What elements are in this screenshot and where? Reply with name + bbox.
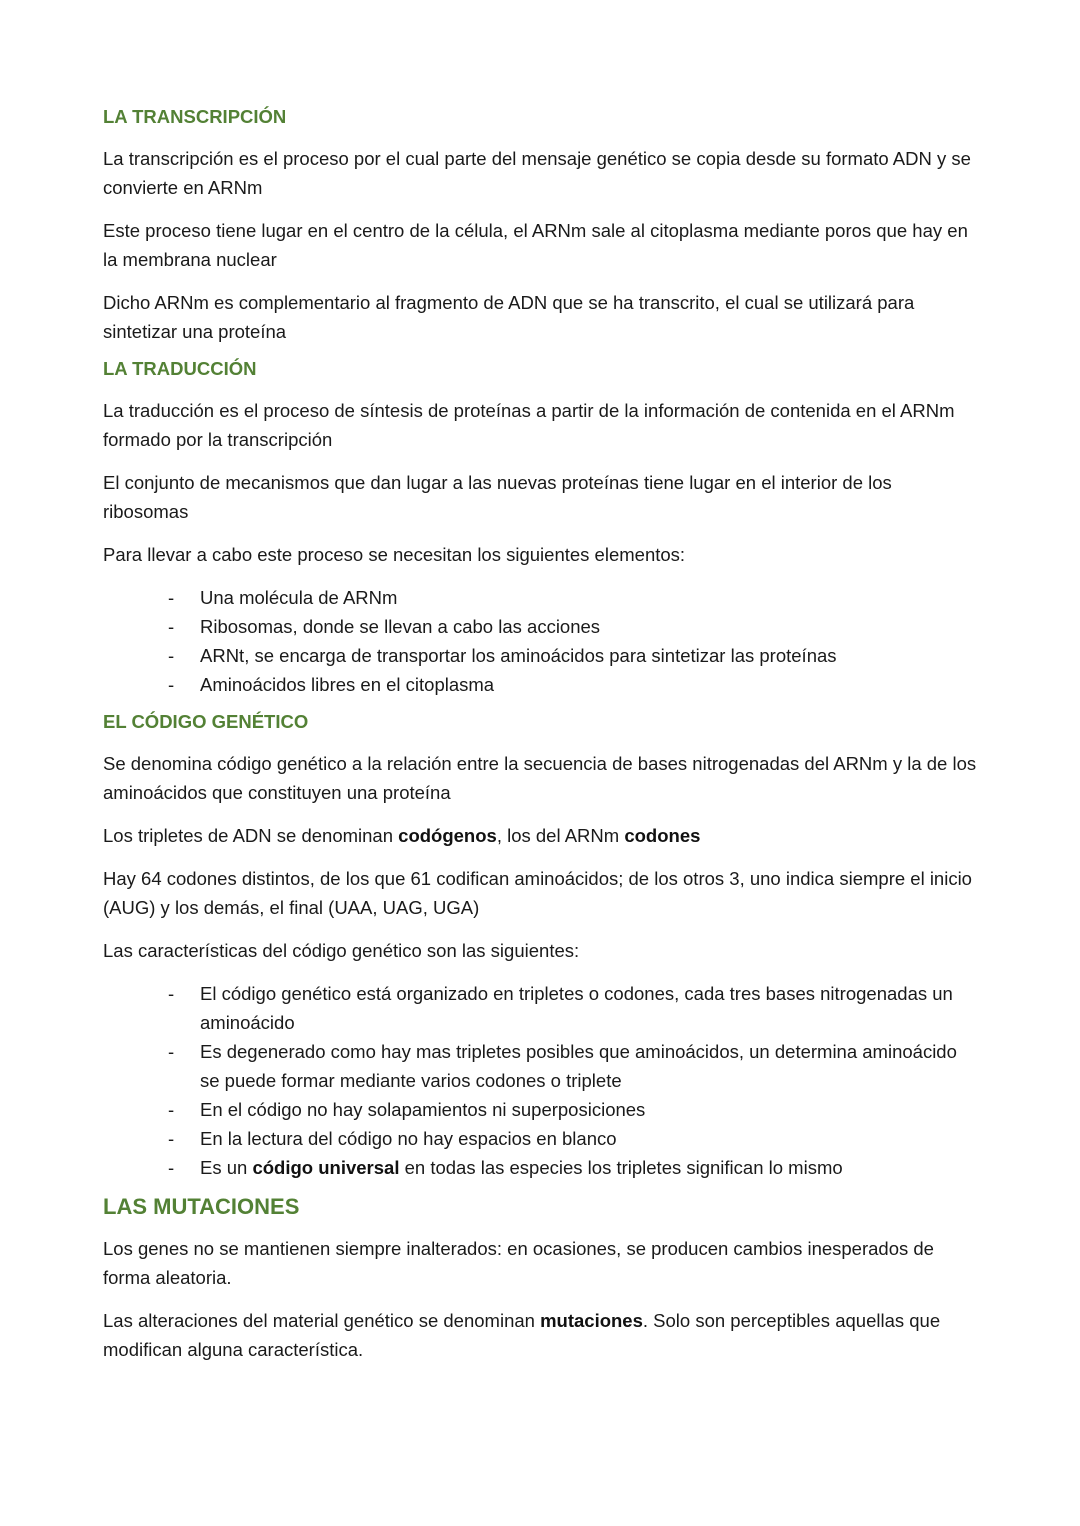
- dash-bullet: -: [168, 1099, 175, 1120]
- characteristics-list: [103, 979, 980, 1182]
- dash-bullet: -: [168, 645, 175, 666]
- list-item: - Es un código universal en todas las especies los tripletes significan lo mismo: [200, 1153, 980, 1182]
- paragraph: El conjunto de mecanismos que dan lugar a las nuevas proteínas tiene lugar en el interior de los ribosomas: [103, 472, 892, 522]
- paragraph: Las alteraciones del material genético se denominan mutaciones. Solo son perceptibles aquellas que modifican alguna característica.: [103, 1310, 941, 1360]
- paragraph: La traducción es el proceso de síntesis de proteínas a partir de la información de contenida en el ARNm formado por la transcripción: [103, 400, 955, 450]
- list-item: - Es degenerado como hay mas tripletes posibles que aminoácidos, un determina aminoácido se puede formar mediante varios codones o triplete: [200, 1037, 980, 1095]
- list-item: - Aminoácidos libres en el citoplasma: [200, 670, 980, 699]
- dash-bullet: -: [168, 983, 175, 1004]
- dash-bullet: -: [168, 674, 175, 695]
- paragraph: Los genes no se mantienen siempre inalterados: en ocasiones, se producen cambios inesperados de forma aleatoria.: [103, 1238, 934, 1288]
- dash-bullet: -: [168, 1128, 175, 1149]
- paragraph: Dicho ARNm es complementario al fragmento de ADN que se ha transcrito, el cual se utilizará para sintetizar una proteína: [103, 292, 915, 342]
- list-item: - En la lectura del código no hay espacios en blanco: [200, 1124, 980, 1153]
- list-item: - Una molécula de ARNm: [200, 583, 980, 612]
- elements-list: [103, 583, 980, 699]
- paragraph: Los tripletes de ADN se denominan codógenos, los del ARNm codones: [103, 825, 701, 846]
- dash-bullet: -: [168, 1041, 175, 1062]
- paragraph: Las características del código genético son las siguientes:: [103, 940, 580, 961]
- paragraph: Para llevar a cabo este proceso se necesitan los siguientes elementos:: [103, 544, 686, 565]
- bold-term: código universal: [252, 1157, 400, 1178]
- heading-traduccion: LA TRADUCCIÓN: [103, 358, 257, 379]
- bold-term: codógenos: [398, 825, 497, 846]
- dash-bullet: -: [168, 616, 175, 637]
- list-item: - En el código no hay solapamientos ni superposiciones: [200, 1095, 980, 1124]
- paragraph: La transcripción es el proceso por el cual parte del mensaje genético se copia desde su formato ADN y se convierte en ARNm: [103, 148, 971, 198]
- list-item: - El código genético está organizado en tripletes o codones, cada tres bases nitrogenadas un aminoácido: [200, 979, 980, 1037]
- dash-bullet: -: [168, 1157, 175, 1178]
- list-item: - ARNt, se encarga de transportar los aminoácidos para sintetizar las proteínas: [200, 641, 980, 670]
- bold-term: mutaciones: [540, 1310, 643, 1331]
- paragraph: Hay 64 codones distintos, de los que 61 codifican aminoácidos; de los otros 3, uno indica siempre el inicio (AUG) y los demás, el final (UAA, UAG, UGA): [103, 868, 972, 918]
- paragraph: Este proceso tiene lugar en el centro de la célula, el ARNm sale al citoplasma mediante poros que hay en la membrana nuclear: [103, 220, 968, 270]
- bold-term: codones: [624, 825, 701, 846]
- list-item: - Ribosomas, donde se llevan a cabo las acciones: [200, 612, 980, 641]
- dash-bullet: -: [168, 587, 175, 608]
- heading-mutaciones: LAS MUTACIONES: [103, 1194, 300, 1219]
- heading-transcripcion: LA TRANSCRIPCIÓN: [103, 106, 287, 127]
- heading-codigo-genetico: EL CÓDIGO GENÉTICO: [103, 711, 309, 732]
- paragraph: Se denomina código genético a la relación entre la secuencia de bases nitrogenadas del ARNm y la de los aminoácidos que constituyen una proteína: [103, 753, 977, 803]
